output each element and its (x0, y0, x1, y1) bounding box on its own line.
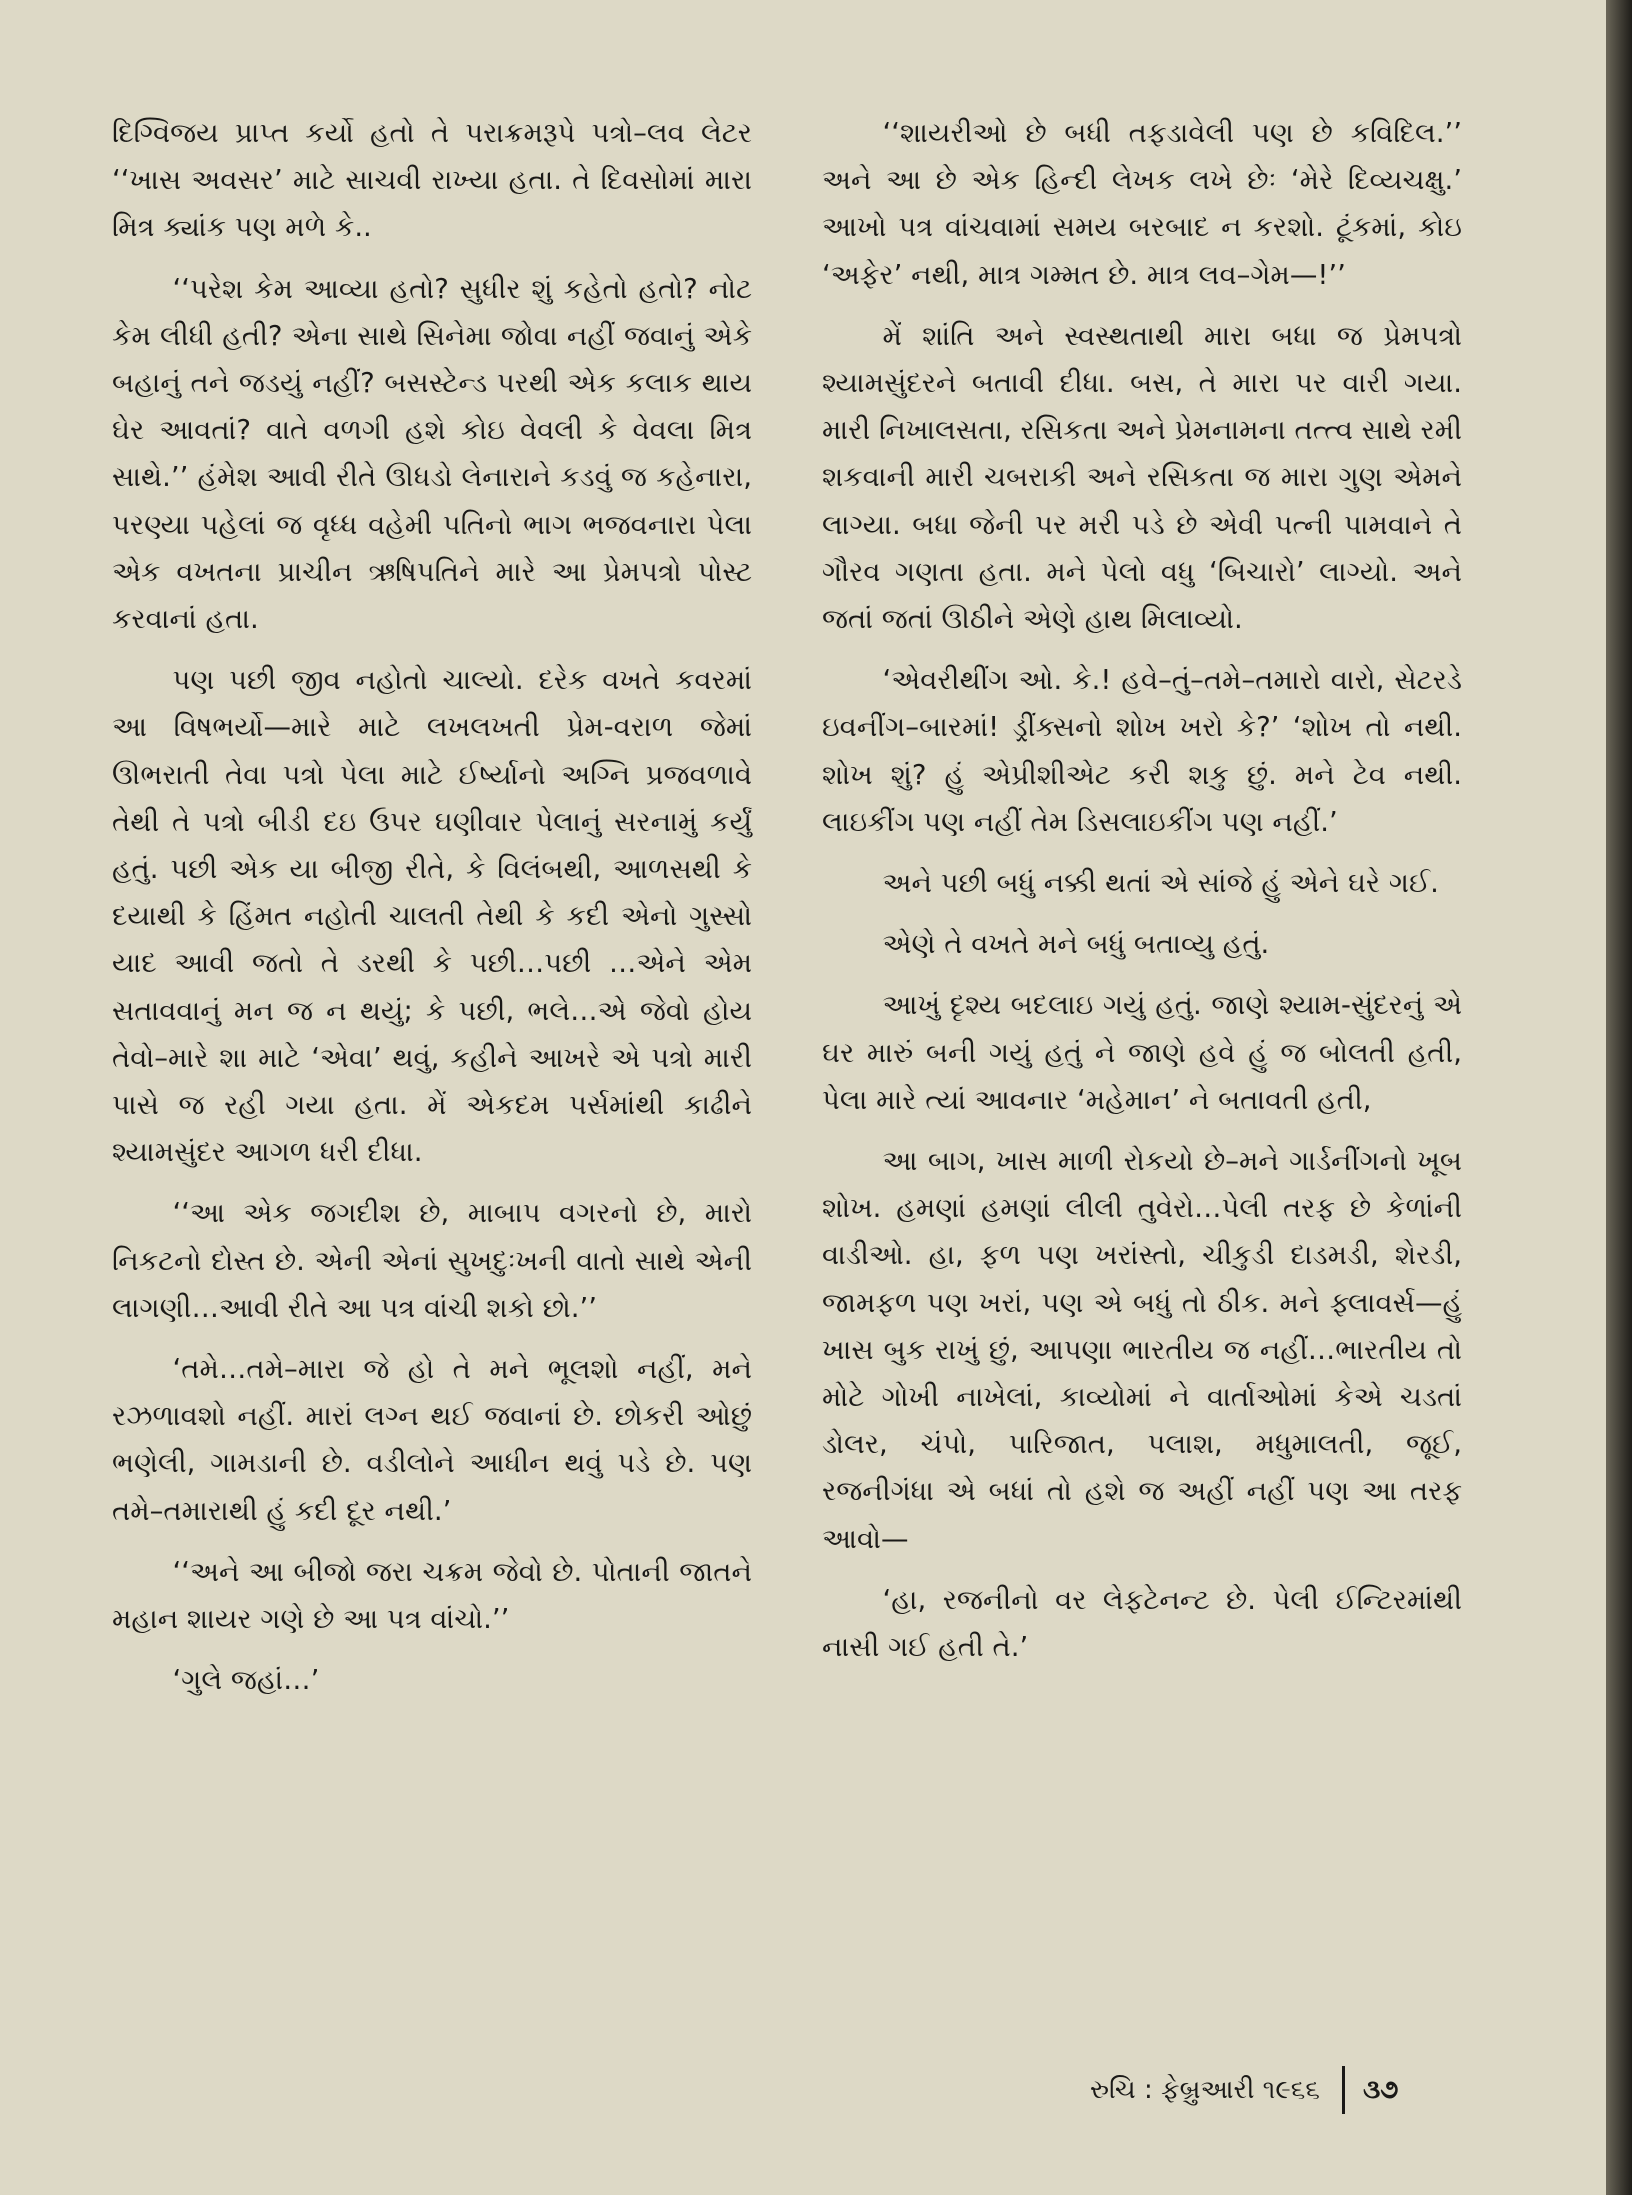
page-edge-shadow (1606, 0, 1632, 2195)
paragraph: ‘ગુલે જહાં…’ (172, 1664, 320, 1697)
paragraph: પણ પછી જીવ નહોતો ચાલ્યો. દરેક વખતે કવરમાં આ વિષભર્યો—મારે માટે લખલખતી પ્રેમ-વરાળ જેમાં ઊભરાતી તેવા પત્રો પેલા માટે ઈર્ષ્યાનો અગ્નિ પ્રજવળાવે તેથી તે પત્રો બીડી દઇ ઉપર ઘણીવાર પેલાનું સરનામું કર્યું હતું. પછી એક યા બીજી રીતે, કે વિલંબથી, આળસથી કે દયાથી કે હિંમત નહોતી ચાલતી તેથી કે કદી એનો ગુસ્સો યાદ આવી જતો તે ડરથી કે પછી…પછી …એને એમ સતાવવાનું મન જ ન થયું; કે પછી, ભલે…એ જેવો હોય તેવો–મારે શા માટે ‘એવા’ થવું, કહીને આખરે એ પત્રો મારી પાસે જ રહી ગયા હતા. મેં એકદમ પર્સમાંથી કાઢીને શ્યામસુંદર આગળ ધરી દીધા. (112, 664, 752, 1169)
paragraph: ‘હા, રજનીનો વર લેફટેનન્ટ છે. પેલી ઈન્ટિરમાંથી નાસી ગઈ હતી તે.’ (822, 1583, 1462, 1664)
magazine-issue: રુચિ : ફેબ્રુઆરી ૧૯૬૬ (1090, 2074, 1320, 2105)
right-text-column (822, 110, 1462, 1685)
paragraph: ‘તમે…તમે–મારા જે હો તે મને ભૂલશો નહીં, મને રઝળાવશો નહીં. મારાં લગ્ન થઈ જવાનાં છે. છોકરી ઓછું ભણેલી, ગામડાની છે. વડીલોને આધીન થવું પડે છે. પણ તમે–તમારાથી હું કદી દૂર નથી.’ (112, 1353, 752, 1527)
paragraph: ‘‘અને આ બીજો જરા ચક્રમ જેવો છે. પોતાની જાતને મહાન શાયર ગણે છે આ પત્ર વાંચો.’’ (112, 1555, 752, 1636)
paragraph: ‘‘શાયરીઓ છે બધી તફડાવેલી પણ છે કવિદિલ.’’ અને આ છે એક હિન્દી લેખક લખે છેઃ ‘મેરે દિવ્યચક્ષુ.’ આખો પત્ર વાંચવામાં સમય બરબાદ ન કરશો. ટૂંકમાં, કોઇ ‘અફેર’ નથી, માત્ર ગમ્મત છે. માત્ર લવ–ગેમ—!’’ (822, 117, 1462, 291)
paragraph: આ બાગ, ખાસ માળી રોકયો છે–મને ગાર્ડનીંગનો ખૂબ શોખ. હમણાં હમણાં લીલી તુવેરો…પેલી તરફ છે કેળાંની વાડીઓ. હા, ફળ પણ ખરાંસ્તો, ચીકુડી દાડમડી, શેરડી, જામફળ પણ ખરાં, પણ એ બધું તો ઠીક. મને ફ્લાવર્સ—હું ખાસ બુક રાખું છું, આપણા ભારતીય જ નહીં…ભારતીય તો મોટે ગોખી નાખેલાં, કાવ્યોમાં ને વાર્તાઓમાં કેએ ચડતાં ડોલર, ચંપો, પારિજાત, પલાશ, મધુમાલતી, જૂઈ, રજનીગંધા એ બધાં તો હશે જ અહીં નહીં પણ આ તરફ આવો— (822, 1145, 1462, 1555)
paragraph: ‘‘પરેશ કેમ આવ્યા હતો? સુધીર શું કહેતો હતો? નોટ કેમ લીધી હતી? એના સાથે સિનેમા જોવા નહીં જવાનું એકે બહાનું તને જડયું નહીં? બસસ્ટેન્ડ પરથી એક કલાક થાય ઘેર આવતાં? વાતે વળગી હશે કોઇ વેવલી કે વેવલા મિત્ર સાથે.’’ હંમેશ આવી રીતે ઊધડો લેનારાને કડવું જ કહેનારા, પરણ્યા પહેલાં જ વૃધ્ધ વહેમી પતિનો ભાગ ભજવનારા પેલા એક વખતના પ્રાચીન ઋષિપતિને મારે આ પ્રેમપત્રો પોસ્ટ કરવાનાં હતા. (112, 272, 752, 636)
paragraph: દિગ્વિજય પ્રાપ્ત કર્યો હતો તે પરાક્રમરૂપે પત્રો–લવ લેટર ‘‘ખાસ અવસર’ માટે સાચવી રાખ્યા હતા. તે દિવસોમાં મારા મિત્ર ક્યાંક પણ મળે કે.. (112, 117, 752, 244)
paragraph: મેં શાંતિ અને સ્વસ્થતાથી મારા બધા જ પ્રેમપત્રો શ્યામસુંદરને બતાવી દીધા. બસ, તે મારા પર વારી ગયા. મારી નિખાલસતા, રસિકતા અને પ્રેમનામના તત્ત્વ સાથે રમી શકવાની મારી ચબરાકી અને રસિકતા જ મારા ગુણ એમને લાગ્યા. બધા જેની પર મરી પડે છે એવી પત્ની પામવાને તે ગૌરવ ગણતા હતા. મને પેલો વધુ ‘બિચારો’ લાગ્યો. અને જતાં જતાં ઊઠીને એણે હાથ મિલાવ્યો. (822, 319, 1462, 636)
paragraph: અને પછી બધું નક્કી થતાં એ સાંજે હું એને ઘરે ગઈ. (882, 867, 1439, 900)
footer-divider (1342, 2066, 1345, 2114)
paragraph: એણે તે વખતે મને બધું બતાવ્યુ હતું. (882, 928, 1270, 961)
page-footer (1090, 2068, 1510, 2112)
paragraph: ‘એવરીથીંગ ઓ. કે.! હવે–તું–તમે–તમારો વારો, સેટરડે ઇવનીંગ–બારમાં! ડ્રીંક્સનો શોખ ખરો કે?’ ‘શોખ તો નથી. શોખ શું? હું એપ્રીશીએટ કરી શકુ છું. મને ટેવ નથી. લાઇકીંગ પણ નહીં તેમ ડિસલાઇકીંગ પણ નહીં.’ (822, 664, 1462, 838)
paragraph: આખું દૃશ્ય બદલાઇ ગયું હતું. જાણે શ્યામ-સુંદરનું એ ઘર મારું બની ગયું હતું ને જાણે હવે હું જ બોલતી હતી, પેલા મારે ત્યાં આવનાર ‘મહેમાન’ ને બતાવતી હતી, (822, 989, 1462, 1116)
page-number: ૩૭ (1362, 2074, 1399, 2105)
left-text-column (112, 110, 752, 1719)
paragraph: ‘‘આ એક જગદીશ છે, માબાપ વગરનો છે, મારો નિકટનો દોસ્ત છે. એની એનાં સુખદુઃખની વાતો સાથે એની લાગણી…આવી રીતે આ પત્ર વાંચી શકો છો.’’ (112, 1197, 752, 1324)
